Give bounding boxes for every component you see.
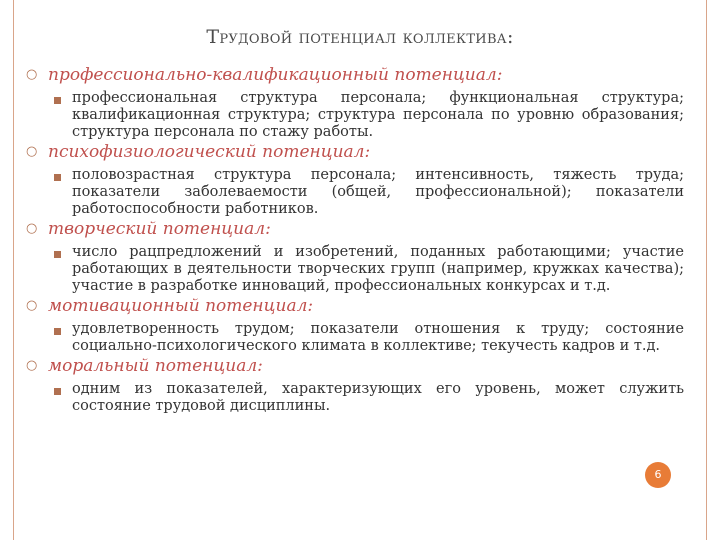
section-creative — [22, 218, 684, 295]
square-bullet-icon — [54, 97, 61, 104]
circle-bullet-icon: ○ — [26, 144, 38, 159]
sub-bullet-row — [22, 167, 684, 218]
sub-bullet-text: профессиональная структура персонала; функциональная структура; квалификационная структура; структура персонала по уровню образования; структура персонала по стажу работы. — [72, 90, 684, 140]
section-motivational — [22, 295, 684, 355]
sub-bullet-row — [22, 381, 684, 415]
section-heading: моральный потенциал: — [48, 356, 263, 376]
square-bullet-icon — [54, 251, 61, 258]
section-professional — [22, 64, 684, 141]
sub-bullet-row — [22, 90, 684, 141]
circle-bullet-icon: ○ — [26, 358, 38, 373]
section-heading: творческий потенциал: — [48, 219, 271, 239]
square-bullet-icon — [54, 328, 61, 335]
section-psychophysiological — [22, 141, 684, 218]
sub-bullet-text: удовлетворенность трудом; показатели отношения к труду; состояние социально-психологического климата в коллективе; текучесть кадров и т.д. — [72, 321, 684, 354]
square-bullet-icon — [54, 174, 61, 181]
section-heading: психофизиологический потенциал: — [48, 142, 371, 162]
sub-bullet-row — [22, 244, 684, 295]
slide-title: Трудовой потенциал коллектива: — [206, 26, 514, 48]
section-heading-row — [22, 64, 684, 86]
sub-bullet-text: число рацпредложений и изобретений, поданных работающими; участие работающих в деятельности творческих групп (например, кружках качества); участие в разработке инноваций, профессиональных конкурсах и т.д. — [72, 244, 684, 294]
sub-bullet-row — [22, 321, 684, 355]
sub-bullet-text: одним из показателей, характеризующих его уровень, может служить состояние трудовой дисциплины. — [72, 381, 684, 414]
circle-bullet-icon: ○ — [26, 221, 38, 236]
frame-left-line — [13, 0, 14, 540]
square-bullet-icon — [54, 388, 61, 395]
section-heading-row — [22, 141, 684, 163]
section-heading-row — [22, 218, 684, 240]
section-heading-row — [22, 295, 684, 317]
section-heading: профессионально-квалификационный потенциал: — [48, 65, 503, 85]
circle-bullet-icon: ○ — [26, 67, 38, 82]
frame-right-line — [706, 0, 707, 540]
bullet-list — [22, 64, 684, 415]
page-number-badge: 6 — [645, 462, 671, 488]
sub-bullet-text: половозрастная структура персонала; интенсивность, тяжесть труда; показатели заболеваемости (общей, профессиональной); показатели работоспособности работников. — [72, 167, 684, 217]
section-moral — [22, 355, 684, 415]
section-heading: мотивационный потенциал: — [48, 296, 314, 316]
section-heading-row — [22, 355, 684, 377]
circle-bullet-icon: ○ — [26, 298, 38, 313]
